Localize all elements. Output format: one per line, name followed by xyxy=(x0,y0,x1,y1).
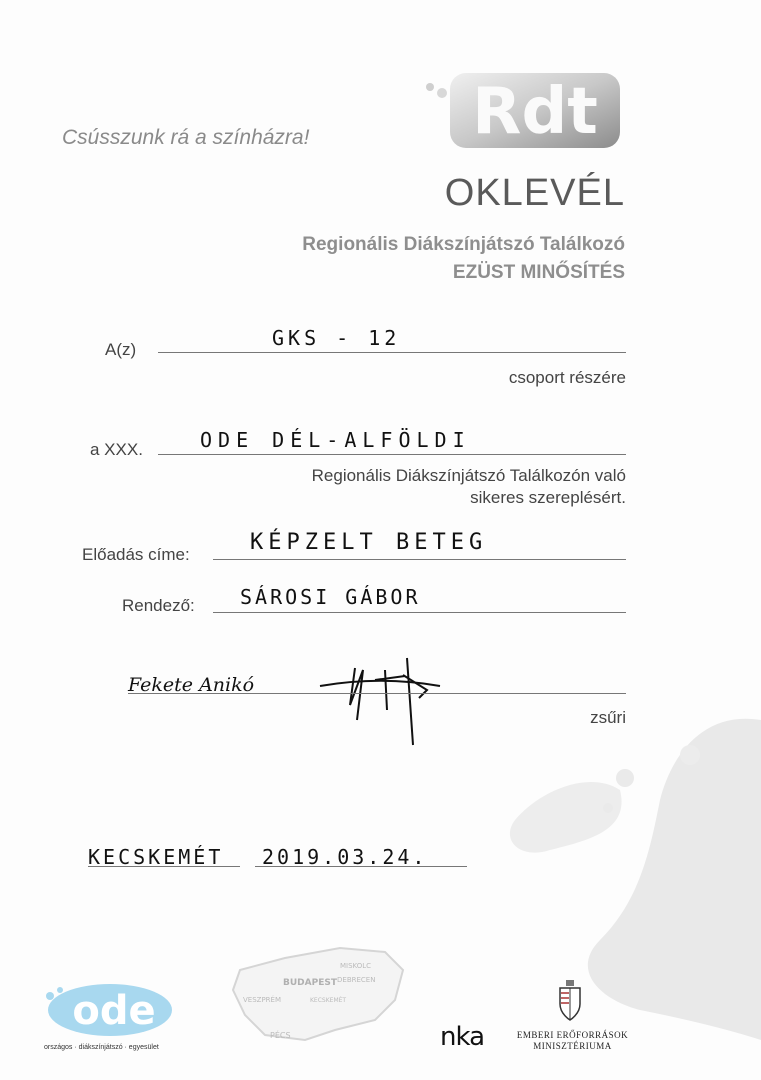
nka-logo: nka xyxy=(440,1022,485,1052)
jury-label: zsűri xyxy=(590,708,626,727)
jury-signature xyxy=(315,650,445,750)
director-line xyxy=(213,612,626,613)
region-value: ODE DÉL-ALFÖLDI xyxy=(200,428,471,452)
place-line xyxy=(88,866,240,867)
director-label: Rendező: xyxy=(122,596,195,615)
region-suffix-1: Regionális Diákszínjátszó Találkozón való xyxy=(311,466,626,485)
ministry-line-2: MINISZTÉRIUMA xyxy=(533,1041,612,1051)
rdt-logo xyxy=(420,55,635,165)
play-line xyxy=(213,559,626,560)
ode-logo-text: ode xyxy=(72,988,156,1034)
map-city-miskolc: MISKOLC xyxy=(340,962,372,970)
group-suffix: csoport részére xyxy=(508,368,626,387)
page-title: OKLEVÉL xyxy=(444,172,625,214)
map-city-kecskemet: KECSKEMÉT xyxy=(310,997,347,1004)
event-name: Regionális Diákszínjátszó Találkozó xyxy=(302,234,625,255)
play-value: KÉPZELT BETEG xyxy=(250,530,488,555)
ode-logo xyxy=(42,978,182,1040)
group-label: A(z) xyxy=(105,340,137,359)
date-value: 2019.03.24. xyxy=(262,845,428,869)
region-suffix-2: sikeres szereplésért. xyxy=(470,488,626,507)
rating-title: EZÜST MINŐSÍTÉS xyxy=(452,262,625,283)
map-city-veszprem: VESZPRÉM xyxy=(243,996,281,1004)
jury-signature-name: Fekete Anikó xyxy=(128,674,255,696)
ministry-name xyxy=(515,1030,630,1052)
coat-of-arms-icon xyxy=(555,978,585,1022)
date-line xyxy=(255,866,467,867)
play-label: Előadás címe: xyxy=(82,545,190,564)
map-city-budapest: BUDAPEST xyxy=(283,978,337,988)
jury-line xyxy=(128,693,626,694)
rdt-logo-text: Rdt xyxy=(472,75,598,149)
ministry-line-1: EMBERI ERŐFORRÁSOK xyxy=(516,1030,629,1040)
map-city-pecs: PÉCS xyxy=(270,1031,291,1040)
map-city-debrecen: DEBRECEN xyxy=(337,976,376,984)
group-value: GKS - 12 xyxy=(272,326,401,350)
region-label: a XXX. xyxy=(90,440,143,459)
region-line xyxy=(158,454,626,455)
director-value: SÁROSI GÁBOR xyxy=(240,585,421,609)
slogan: Csússzunk rá a színházra! xyxy=(62,126,310,149)
place-value: KECSKEMÉT xyxy=(88,845,224,869)
ode-tagline: országos · diákszínjátszó · egyesület xyxy=(44,1044,159,1051)
hungary-map xyxy=(225,940,410,1050)
group-line xyxy=(158,352,626,353)
